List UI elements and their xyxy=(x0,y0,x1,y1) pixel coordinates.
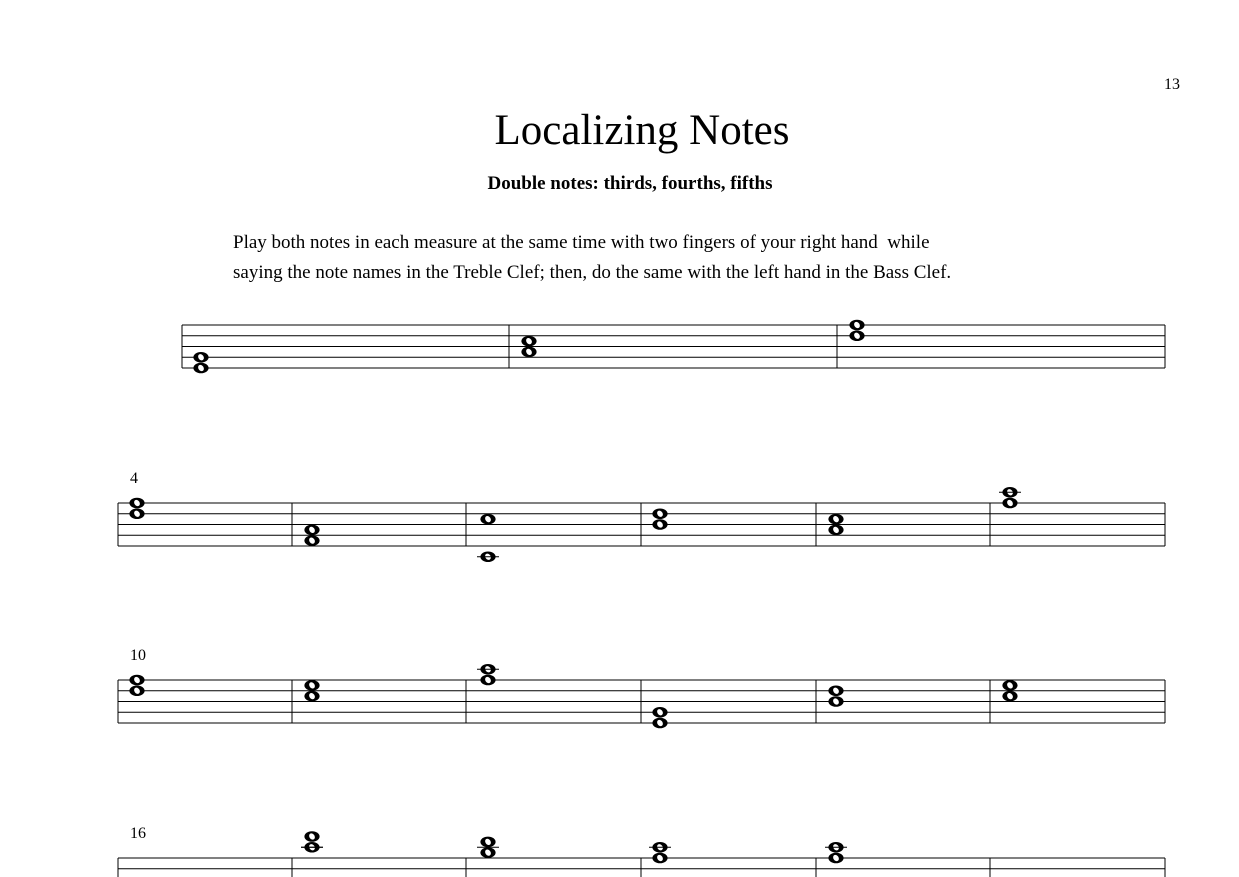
staff-system xyxy=(118,825,1165,877)
page-subtitle: Double notes: thirds, fourths, fifths xyxy=(487,173,773,194)
page-title: Localizing Notes xyxy=(494,107,790,154)
staff-system xyxy=(118,647,1165,728)
measure-number: 16 xyxy=(130,825,146,842)
page-number: 13 xyxy=(1164,76,1180,93)
instructions-line: Play both notes in each measure at the same time with two fingers of your right hand while xyxy=(233,232,930,253)
staff-system xyxy=(182,320,1165,374)
measure-number: 10 xyxy=(130,647,146,664)
staff-system xyxy=(118,470,1165,562)
measure-number: 4 xyxy=(130,470,138,487)
instructions-line: saying the note names in the Treble Clef; then, do the same with the left hand in the Bass Clef. xyxy=(233,262,952,283)
